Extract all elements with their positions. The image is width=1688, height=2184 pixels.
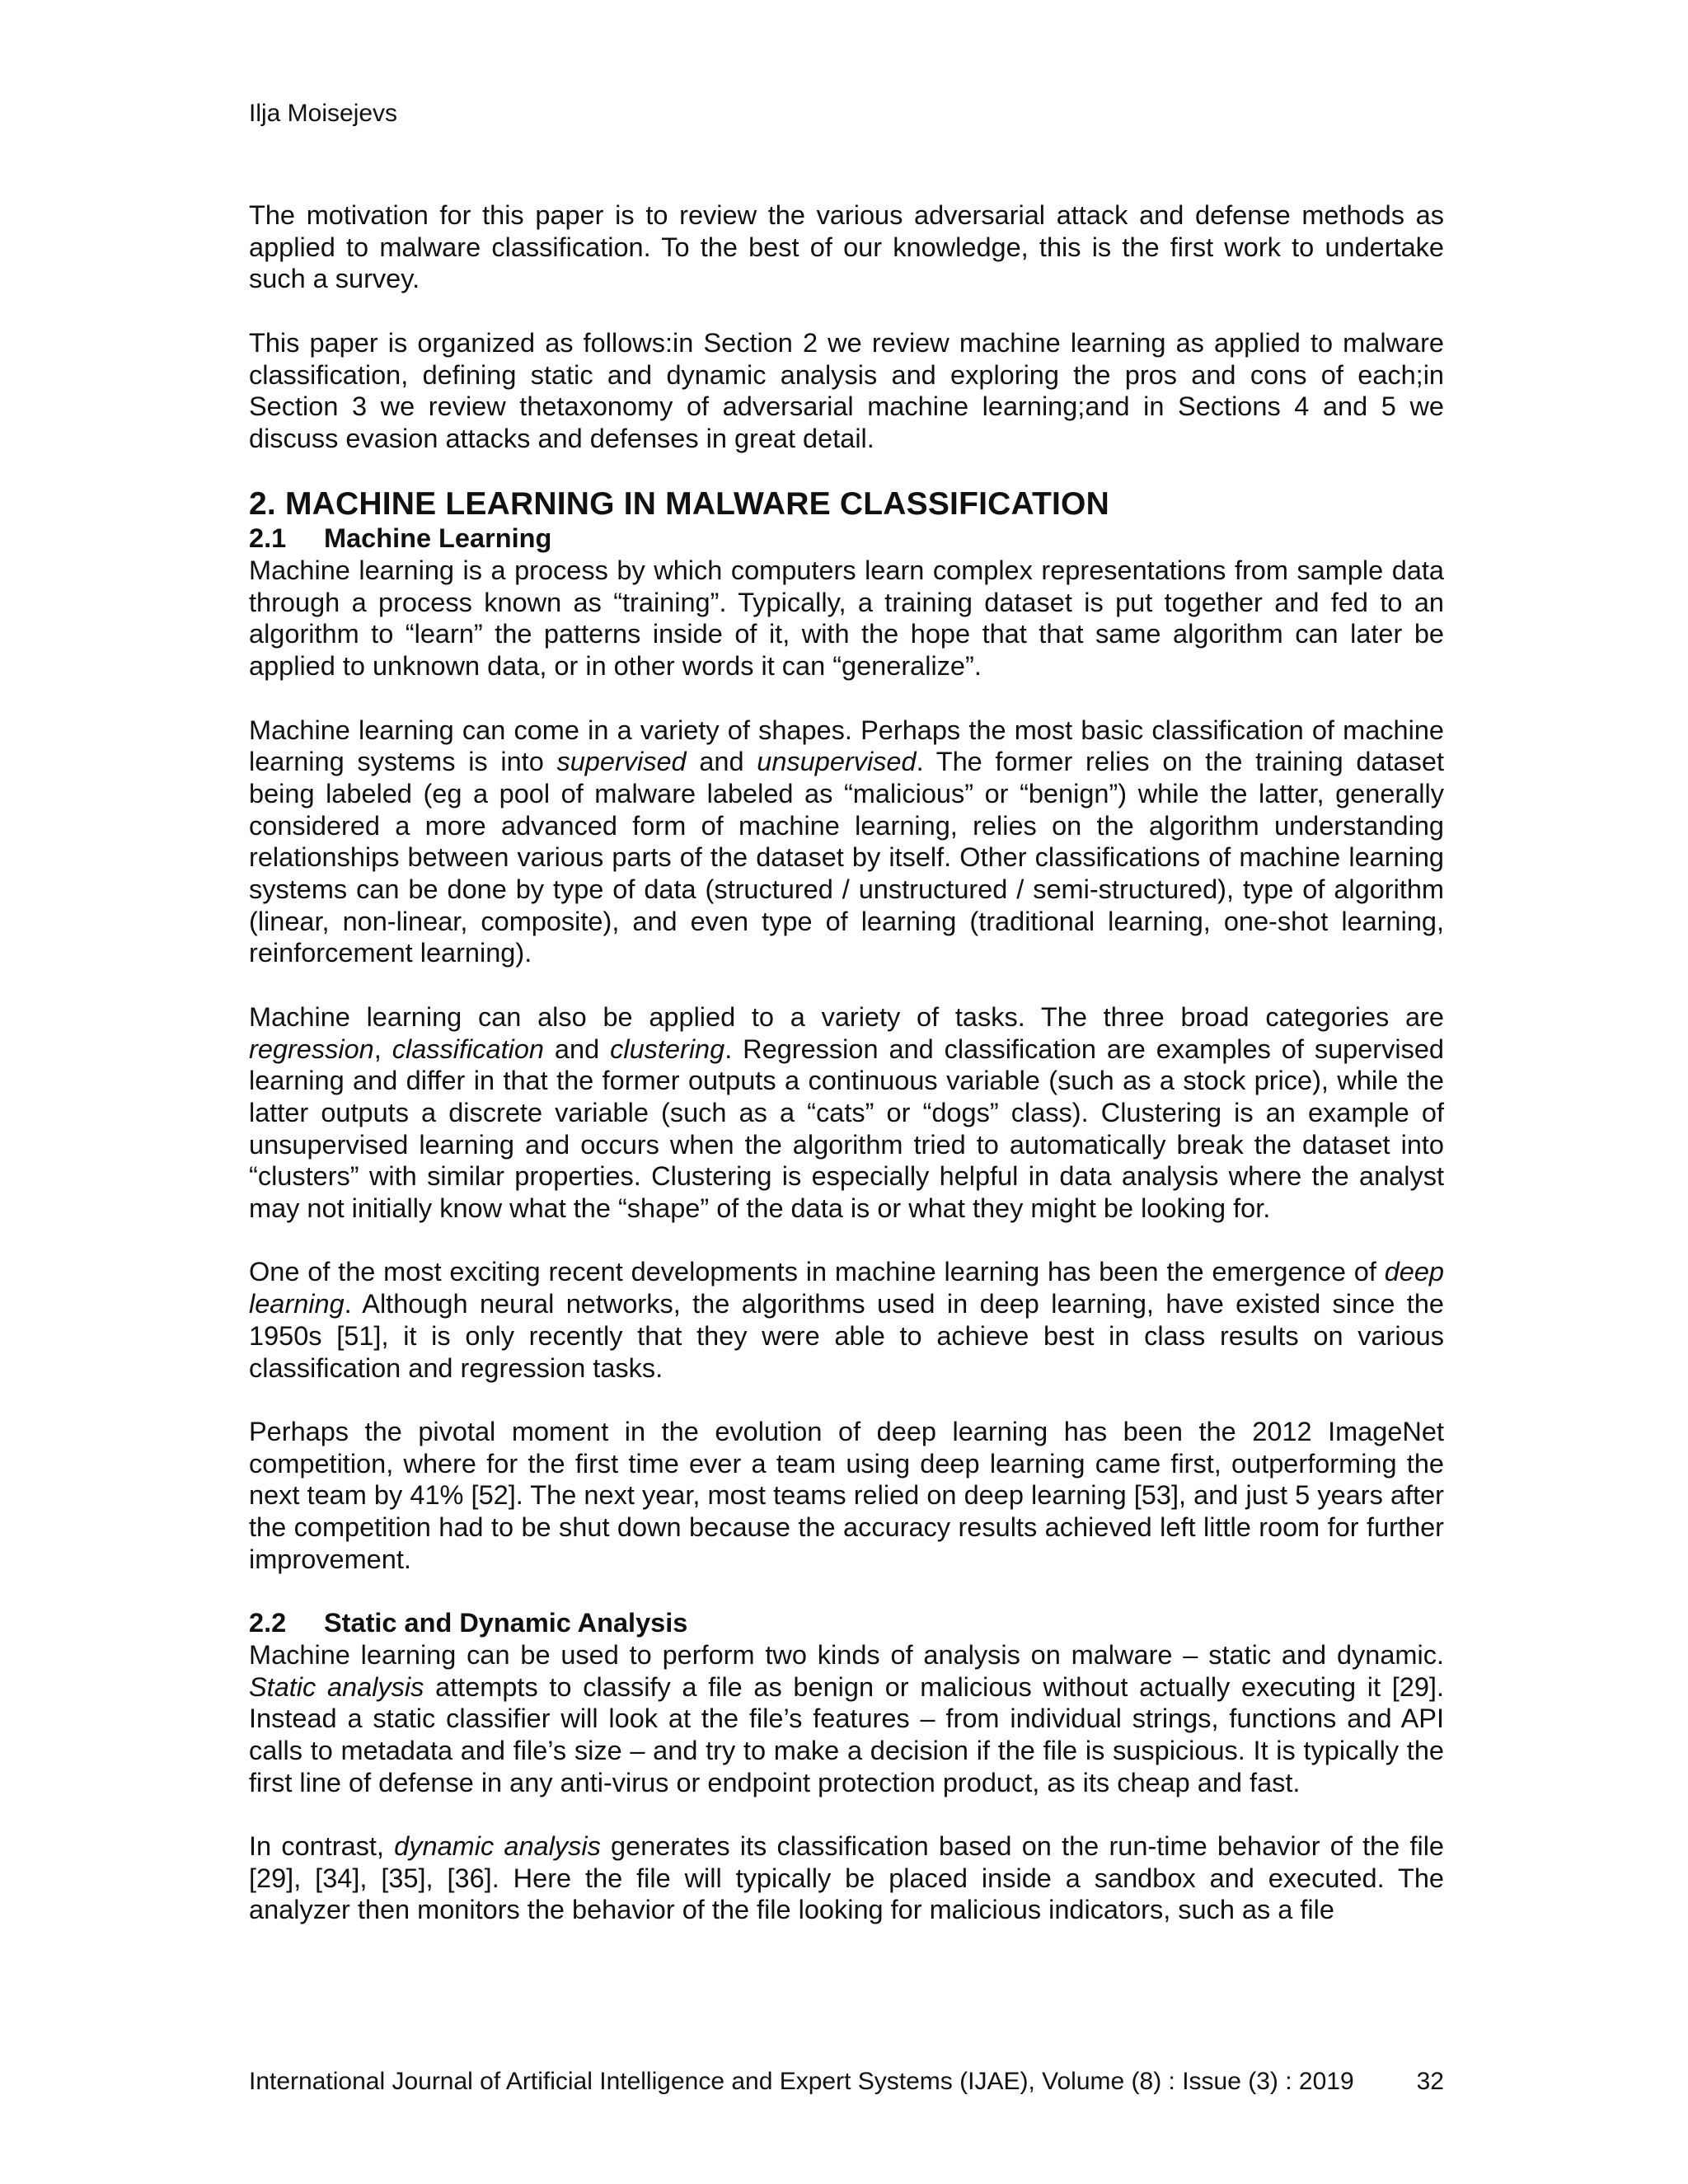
text-run-lead: Machine learning can also be applied to a variety of tasks. The three broad categories are (249, 1001, 1444, 1032)
footer-page-number: 32 (1416, 2068, 1444, 2095)
italic-term-supervised: supervised (556, 747, 687, 777)
running-head-author: Ilja Moisejevs (249, 100, 398, 127)
text-run: In contrast, (249, 1831, 395, 1862)
italic-term-dynamic-analysis: dynamic analysis (394, 1831, 601, 1862)
analysis-paragraph-dynamic (249, 1830, 1444, 1926)
italic-term-regression: regression (249, 1033, 374, 1064)
ml-paragraph-tasks (249, 1001, 1444, 1225)
footer-journal-citation: International Journal of Artificial Intelligence and Expert Systems (IJAE), Volume (8) : Issue (3) : 2019 (249, 2068, 1354, 2095)
italic-term-static-analysis: Static analysis (249, 1671, 424, 1702)
text-run: . The former relies on the training dataset being labeled (eg a pool of malware labeled as “malicious” or “benign”) while the latter, generally considered a more advanced form of machine learning, relies on the algorithm understanding relationships between various parts of the dataset by itself. Other classifications of machine learning systems can be done by type of data (structured / unstructured / semi-structured), type of algorithm (linear, non-linear, composite), and even type of learning (traditional learning, one-shot learning, reinforcement learning). (249, 747, 1444, 968)
subsection-2-1-number: 2.1 (249, 523, 287, 554)
text-run: . Although neural networks, the algorithms used in deep learning, have existed since the 1950s [51], it is only recently that they were able to achieve best in class results on various classification and regression tasks. (249, 1289, 1444, 1383)
text-run: . Regression and classification are examples of supervised learning and differ in that the former outputs a continuous variable (such as a stock price), while the latter outputs a discrete variable (such as a “cats” or “dogs” class). Clustering is an example of unsupervised learning and occurs when the algorithm tried to automatically break the dataset into “clusters” with similar properties. Clustering is especially helpful in data analysis where the analyst may not initially know what the “shape” of the data is or what they might be looking for. (249, 1033, 1444, 1224)
text-run: , (373, 1033, 392, 1064)
italic-term-classification: classification (392, 1033, 544, 1064)
intro-paragraph-organization: This paper is organized as follows:in Section 2 we review machine learning as applied to malware classification, defining static and dynamic analysis and exploring the pros and cons of each;in Section 3 we review thetaxonomy of adversarial machine learning;and in Sections 4 and 5 we discuss evasion attacks and defenses in great detail. (249, 327, 1444, 453)
section-2-heading: 2. MACHINE LEARNING IN MALWARE CLASSIFICATION (249, 486, 1109, 523)
subsection-2-2-heading (249, 1607, 1444, 1639)
text-run: One of the most exciting recent developments in machine learning has been the emergence of (249, 1257, 1385, 1287)
analysis-paragraph-static (249, 1639, 1444, 1799)
subsection-2-2-number: 2.2 (249, 1608, 287, 1638)
page-body (249, 199, 1444, 1926)
subsection-2-1-heading (249, 523, 1444, 555)
subsection-2-2-title: Static and Dynamic Analysis (324, 1608, 688, 1638)
subsection-2-1-title: Machine Learning (324, 523, 552, 554)
text-run: Machine learning can come in a variety of shapes. Perhaps the most basic classification of machine learning systems is into (249, 715, 1444, 777)
italic-term-deep-learning: deep learning (249, 1257, 1444, 1319)
ml-paragraph-imagenet: Perhaps the pivotal moment in the evolution of deep learning has been the 2012 ImageNet competition, where for the first time ever a team using deep learning came first, outperforming the next team by 41% [52]. The next year, most teams relied on deep learning [53], and just 5 years after the competition had to be shut down because the accuracy results achieved left little room for further improvement. (249, 1416, 1444, 1574)
text-run: and (543, 1033, 611, 1064)
ml-paragraph-definition: Machine learning is a process by which computers learn complex representations from sample data through a process known as “training”. Typically, a training dataset is put together and fed to an algorithm to “learn” the patterns inside of it, with the hope that that same algorithm can later be applied to unknown data, or in other words it can “generalize”. (249, 555, 1444, 682)
text-run: Machine learning can be used to perform two kinds of analysis on malware – static and dynamic. (249, 1639, 1444, 1670)
text-run: and (686, 747, 757, 777)
intro-paragraph-motivation: The motivation for this paper is to review the various adversarial attack and defense methods as applied to malware classification. To the best of our knowledge, this is the first work to undertake such a survey. (249, 200, 1444, 294)
ml-paragraph-deep-learning (249, 1256, 1444, 1384)
italic-term-clustering: clustering (610, 1033, 725, 1064)
text-run: generates its classification based on the run-time behavior of the file [29], [34], [35], [36]. Here the file will typically be placed inside a sandbox and executed. The analyzer then monitors the behavior of the file looking for malicious indicators, such as a file (249, 1831, 1445, 1925)
italic-term-unsupervised: unsupervised (757, 747, 917, 777)
ml-paragraph-shapes (249, 715, 1444, 970)
text-run: attempts to classify a file as benign or malicious without actually executing it [29]. Instead a static classifier will look at the file’s features – from individual strings, functions and API calls to metadata and file’s size – and try to make a decision if the file is suspicious. It is typically the first line of defense in any anti-virus or endpoint protection product, as its cheap and fast. (249, 1671, 1444, 1797)
